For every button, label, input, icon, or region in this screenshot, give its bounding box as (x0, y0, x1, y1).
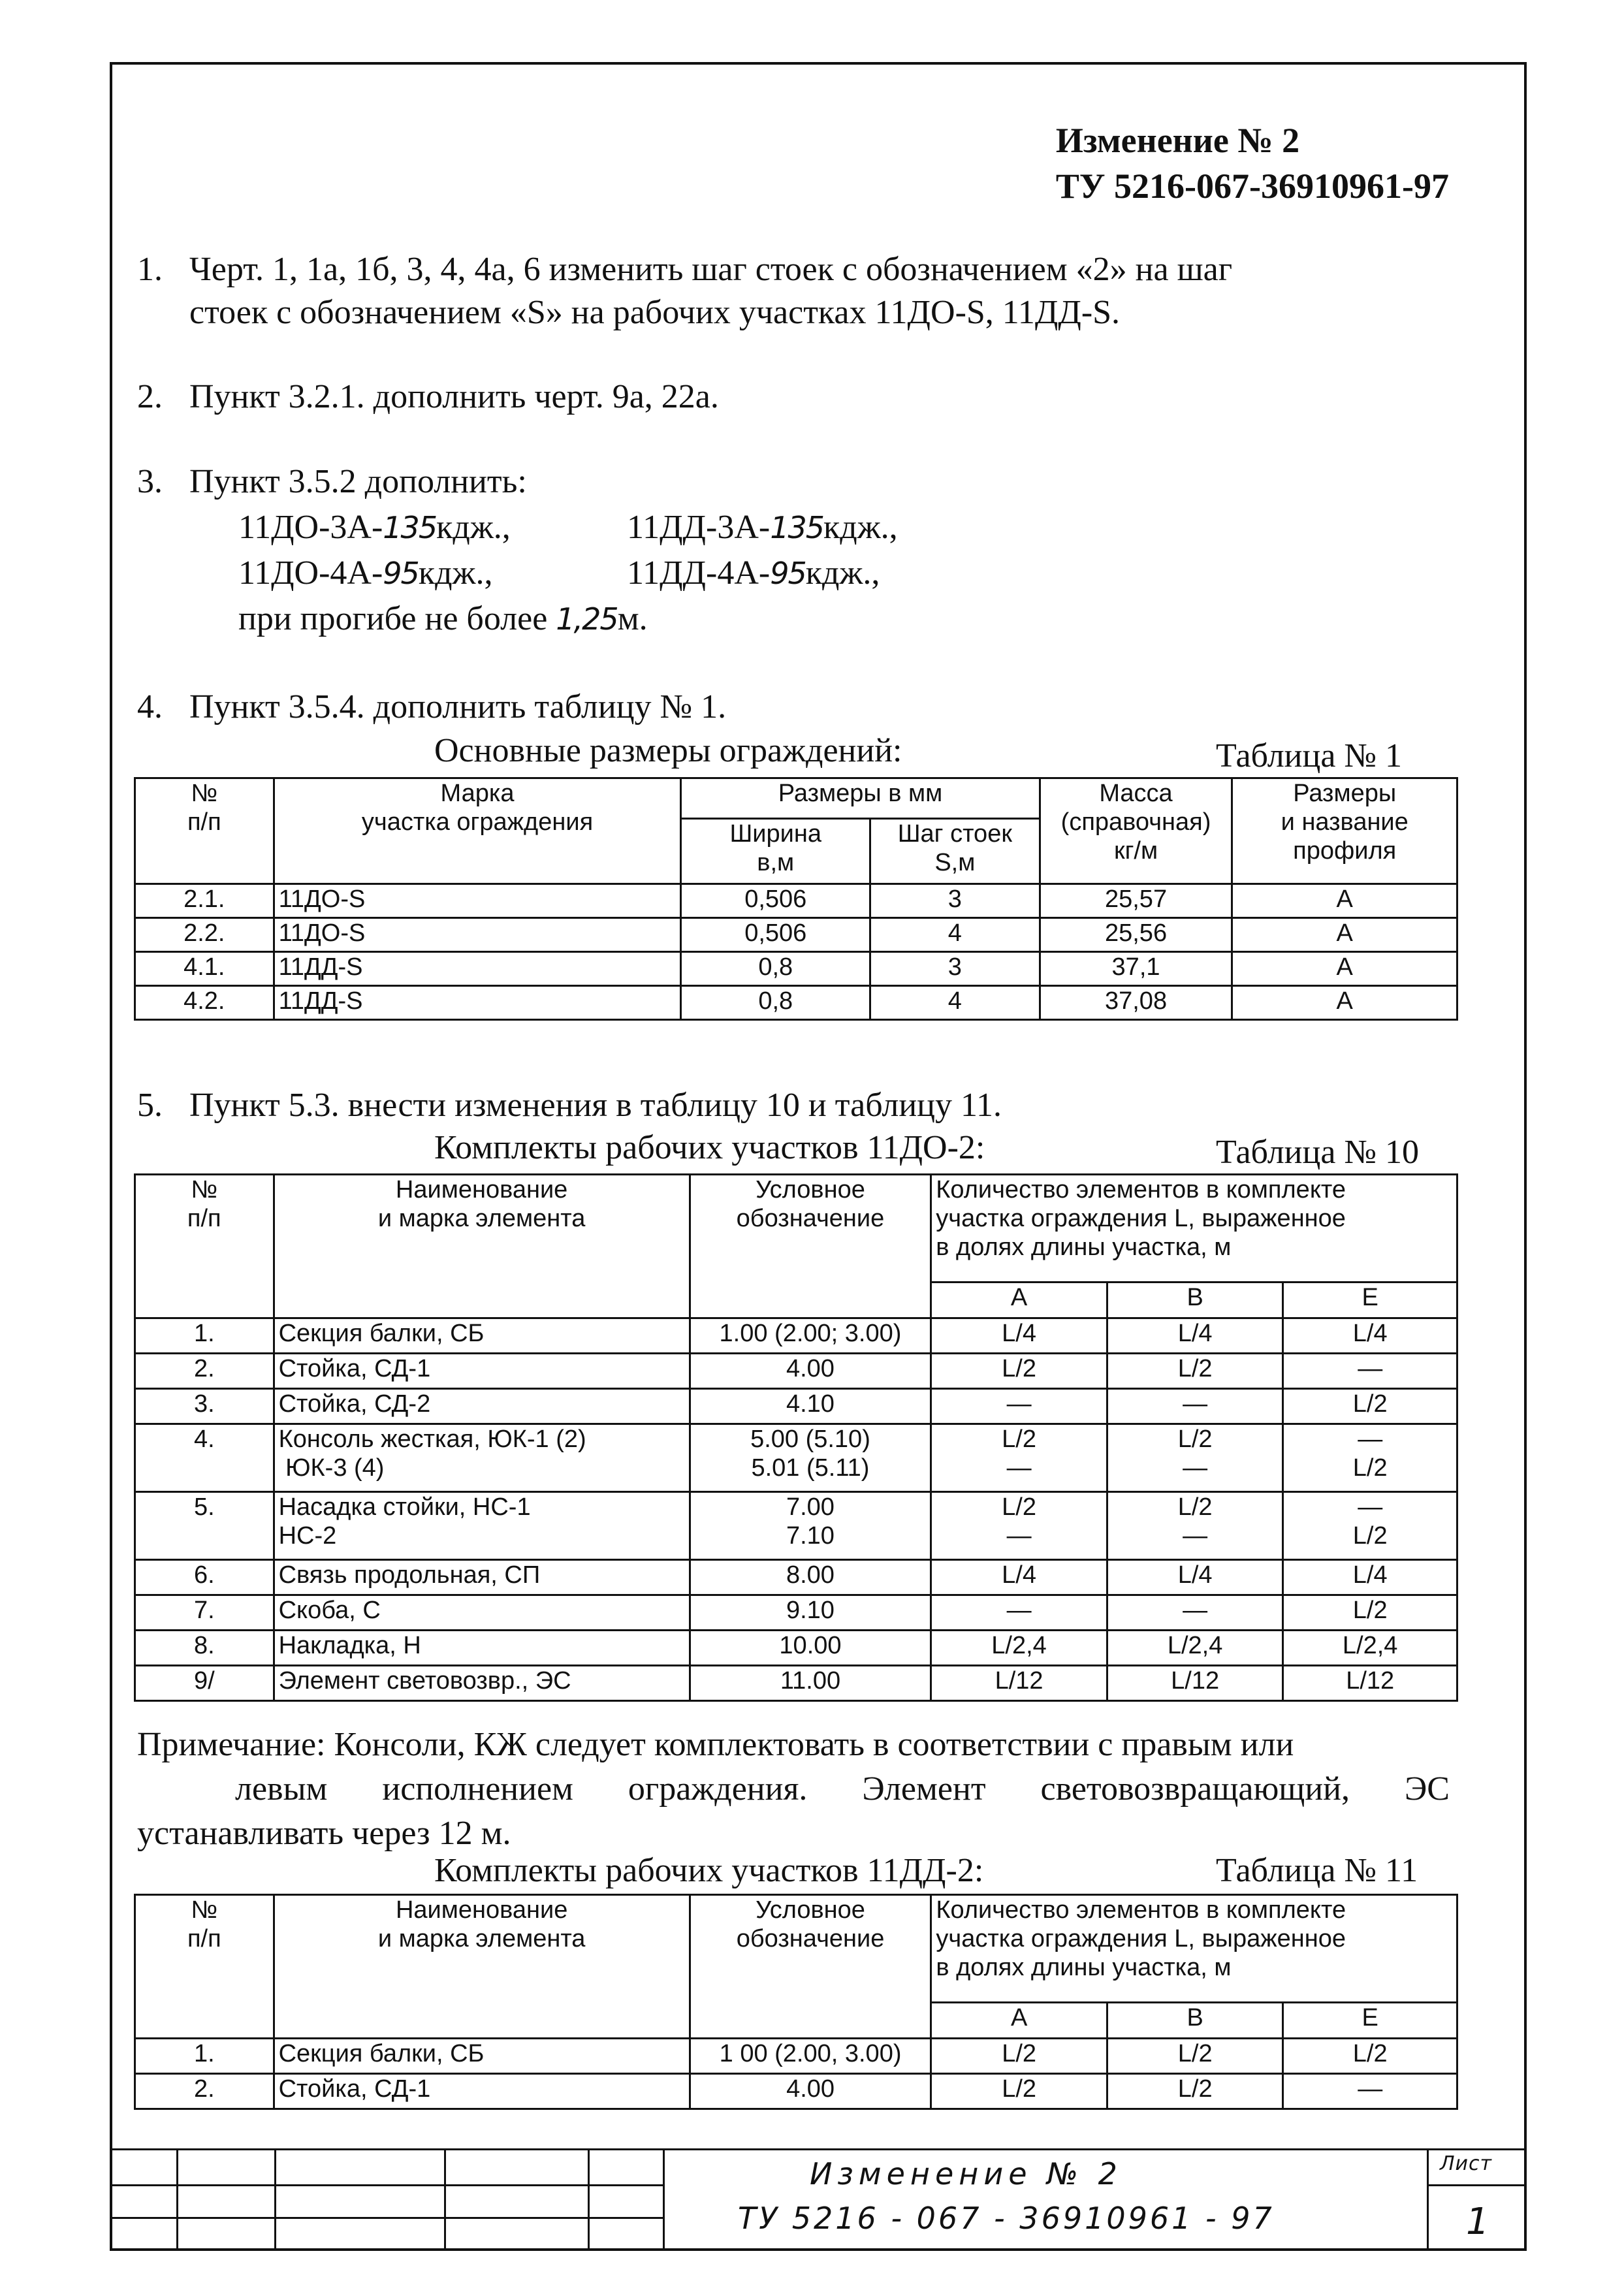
col-header-profile: Размеры и название профиля (1232, 778, 1457, 884)
table-row: 1. Секция балки, СБ 1 00 (2.00, 3.00) L/2 L/2 L/2 (135, 2039, 1457, 2074)
sheet-number: 1 (1466, 2201, 1495, 2243)
table-row: 2. Стойка, СД-1 4.00 L/2 L/2 — (135, 1354, 1457, 1389)
col-header-b: В (1107, 2003, 1283, 2039)
table-row: 7. Скоба, С 9.10 — — L/2 (135, 1595, 1457, 1631)
change-number: Изменение № 2 (1055, 121, 1300, 160)
col-header-width: Ширина в,м (681, 819, 870, 884)
table11-label: Таблица № 11 (1216, 1852, 1418, 1889)
item-text-cont: стоек с обозначением «S» на рабочих участках 11ДО-S, 11ДД-S. (189, 294, 1121, 331)
item-text: Пункт 5.3. внести изменения в таблицу 10 и таблицу 11. (189, 1087, 1002, 1124)
item-1 (137, 248, 1463, 334)
table-row: 1. Секция балки, СБ 1.00 (2.00; 3.00) L/4 L/4 L/4 (135, 1318, 1457, 1354)
handwritten-value: 1,25 (556, 601, 618, 637)
item-text: Пункт 3.5.2 дополнить: (189, 463, 527, 500)
item3-row2-right: 11ДД-4А-95кдж., (627, 554, 880, 592)
item-number: 2. (137, 378, 163, 415)
col-header-num: № п/п (135, 1895, 274, 2039)
note (137, 1723, 1450, 1856)
item-number: 1. (137, 251, 163, 288)
item-2 (137, 375, 719, 419)
table-row: 2.2. 11ДО-S 0,506 4 25,56 А (135, 918, 1457, 952)
col-header-a: А (931, 2003, 1107, 2039)
col-header-e: Е (1283, 1282, 1457, 1318)
item3-row3: при прогибе не более 1,25м. (238, 600, 648, 637)
table-row: 5. Насадка стойки, НС-1 НС-2 7.00 7.10 L/2 — L/2 — — L/2 (135, 1492, 1457, 1560)
table-1 (134, 777, 1458, 1021)
handwritten-value: 95 (770, 556, 806, 591)
item3-row1-right: 11ДД-3А-135кдж., (627, 509, 898, 546)
table11-caption: Комплекты рабочих участков 11ДД-2: (434, 1852, 984, 1889)
col-header-step: Шаг стоек S,м (870, 819, 1040, 884)
item3-row1-left: 11ДО-3А-135кдж., (238, 509, 511, 546)
table1-caption: Основные размеры ограждений: (434, 732, 902, 769)
col-header-name: Наименование и марка элемента (274, 1895, 690, 2039)
item-number: 3. (137, 463, 163, 500)
table-row: 6. Связь продольная, СП 8.00 L/4 L/4 L/4 (135, 1560, 1457, 1595)
col-header-num: № п/п (135, 778, 274, 884)
table-row: 4.1. 11ДД-S 0,8 3 37,1 А (135, 952, 1457, 986)
col-header-code: Условное обозначение (690, 1895, 931, 2039)
col-header-mark: Марка участка ограждения (274, 778, 681, 884)
handwritten-value: 95 (383, 556, 419, 591)
note-line-2: левым исполнением ограждения. Элемент световозвращающий, ЭС (235, 1770, 1450, 1808)
item-5 (137, 1084, 1002, 1127)
table-row: 8. Накладка, Н 10.00 L/2,4 L/2,4 L/2,4 (135, 1631, 1457, 1666)
col-header-dims: Размеры в мм (681, 778, 1040, 819)
table-10 (134, 1173, 1458, 1702)
col-header-num: № п/п (135, 1175, 274, 1318)
item-4 (137, 686, 726, 729)
note-line-3: устанавливать через 12 м. (137, 1815, 511, 1852)
col-header-b: В (1107, 1282, 1283, 1318)
table-row: 2. Стойка, СД-1 4.00 L/2 L/2 — (135, 2074, 1457, 2109)
spec-number: ТУ 5216-067-36910961-97 (1055, 167, 1449, 206)
item-text: Пункт 3.2.1. дополнить черт. 9а, 22а. (189, 378, 719, 415)
col-header-qty: Количество элементов в комплекте участка ограждения L, выраженное в долях длины участка, м (931, 1895, 1457, 2003)
table-row: 4. Консоль жесткая, ЮК-1 (2) ЮК-3 (4) 5.00 (5.10) 5.01 (5.11) L/2 — L/2 — — L/2 (135, 1424, 1457, 1492)
stamp-spec-number: ТУ 5216 - 067 - 36910961 - 97 (738, 2201, 1275, 2236)
stamp-change-number: Изменение № 2 (810, 2156, 1122, 2191)
col-header-code: Условное обозначение (690, 1175, 931, 1318)
table-row: 2.1. 11ДО-S 0,506 3 25,57 А (135, 884, 1457, 918)
item3-row2-left: 11ДО-4А-95кдж., (238, 554, 493, 592)
handwritten-value: 135 (383, 510, 437, 545)
handwritten-value: 135 (770, 510, 824, 545)
item-3 (137, 460, 527, 503)
table10-label: Таблица № 10 (1216, 1134, 1420, 1171)
item-number: 4. (137, 688, 163, 725)
col-header-a: А (931, 1282, 1107, 1318)
document-header (1056, 118, 1449, 209)
item-text: Черт. 1, 1а, 1б, 3, 4, 4а, 6 изменить шаг стоек с обозначением «2» на шаг (189, 251, 1233, 288)
table-row: 9/ Элемент световозвр., ЭС 11.00 L/12 L/12 L/12 (135, 1666, 1457, 1701)
col-header-mass: Масса (справочная) кг/м (1040, 778, 1232, 884)
col-header-name: Наименование и марка элемента (274, 1175, 690, 1318)
table1-label: Таблица № 1 (1216, 737, 1403, 774)
table10-caption: Комплекты рабочих участков 11ДО-2: (434, 1129, 985, 1166)
note-line-1: Примечание: Консоли, КЖ следует комплектовать в соответствии с правым или (137, 1726, 1294, 1763)
item-text: Пункт 3.5.4. дополнить таблицу № 1. (189, 688, 727, 725)
table-row: 3. Стойка, СД-2 4.10 — — L/2 (135, 1389, 1457, 1424)
sheet-label: Лист (1440, 2152, 1493, 2175)
col-header-qty: Количество элементов в комплекте участка ограждения L, выраженное в долях длины участка, м (931, 1175, 1457, 1282)
item-number: 5. (137, 1087, 163, 1124)
table-11 (134, 1894, 1458, 2110)
table-row: 4.2. 11ДД-S 0,8 4 37,08 А (135, 986, 1457, 1020)
col-header-e: Е (1283, 2003, 1457, 2039)
